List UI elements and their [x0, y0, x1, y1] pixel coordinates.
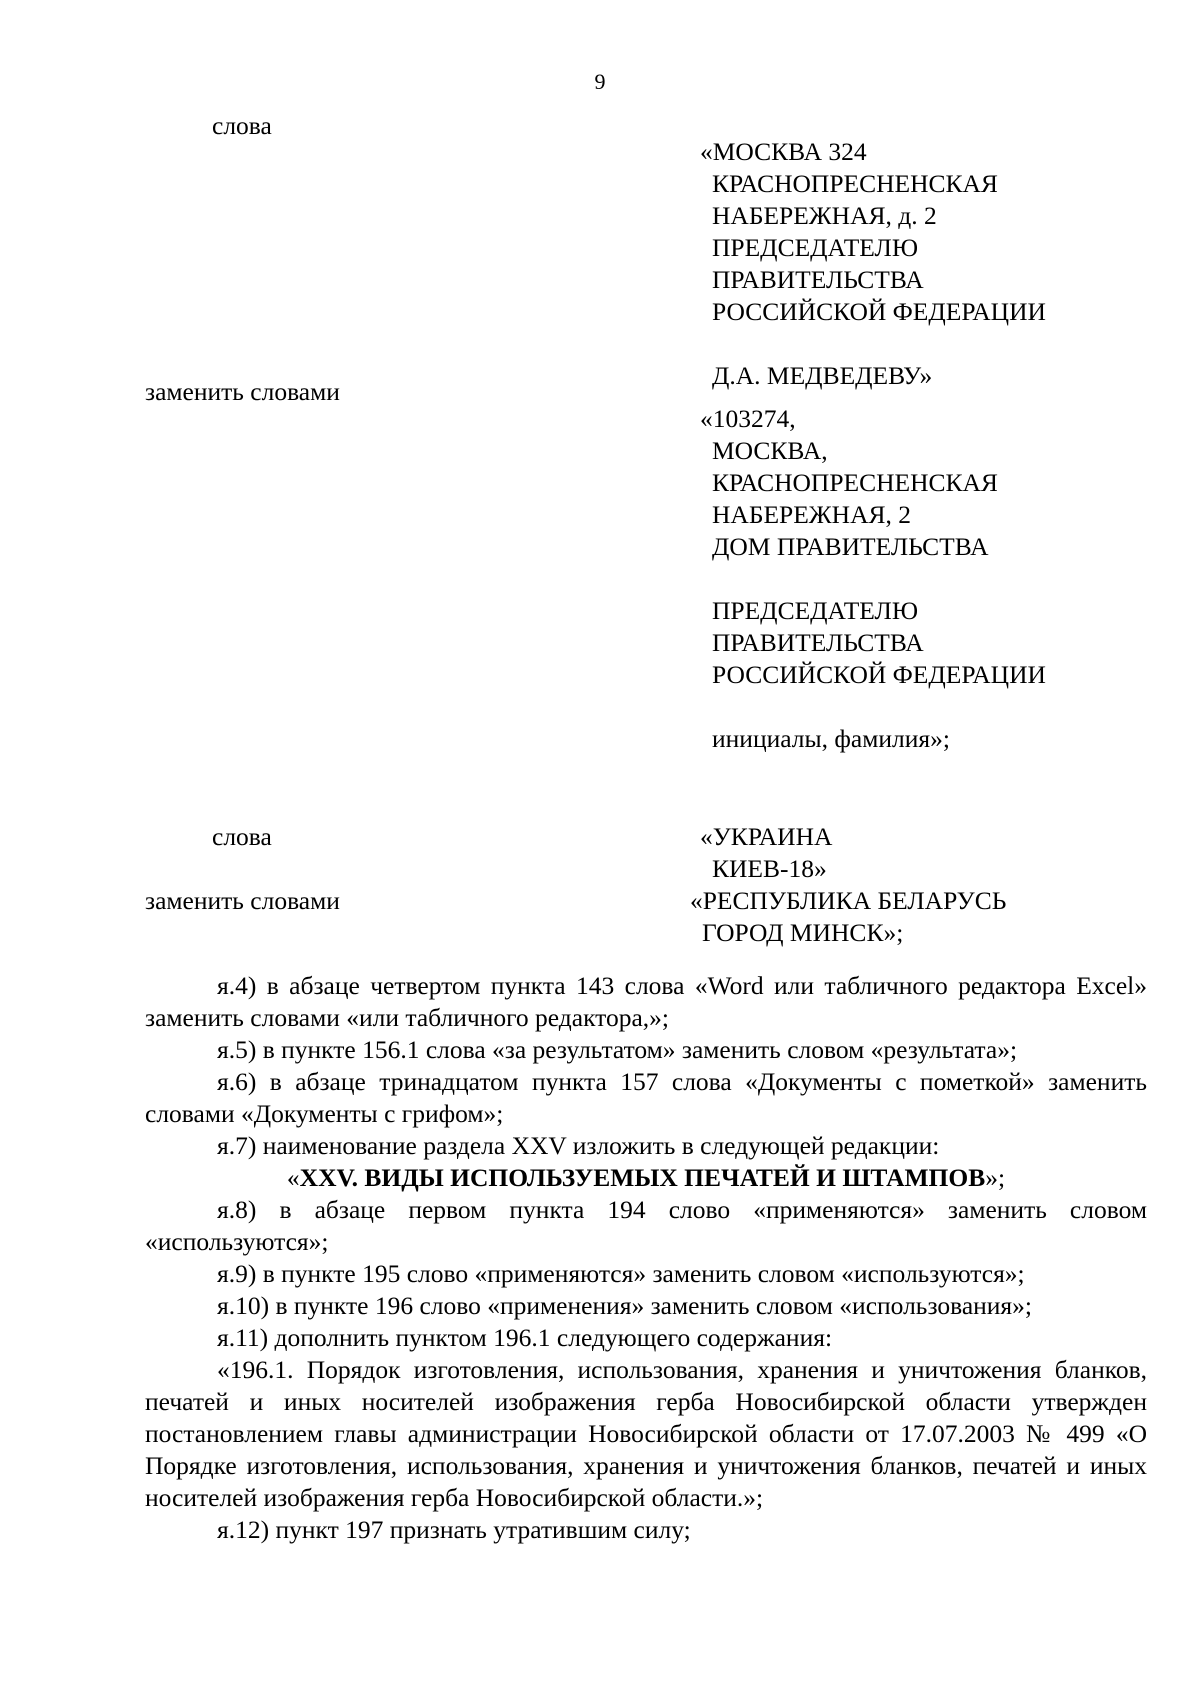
old-address-line: КРАСНОПРЕСНЕНСКАЯ	[712, 169, 998, 198]
paragraph-ya9: я.9) в пункте 195 слово «применяются» заменить словом «используются»;	[217, 1259, 1025, 1288]
label-words-2: слова	[212, 822, 272, 851]
paragraph-ya11: я.11) дополнить пунктом 196.1 следующего содержания:	[217, 1323, 833, 1352]
page-number: 9	[594, 69, 606, 94]
old-country-line: КИЕВ-18»	[712, 854, 827, 883]
new-address-line: «103274,	[700, 404, 796, 433]
new-address-line: КРАСНОПРЕСНЕНСКАЯ	[712, 468, 998, 497]
new-address-line: ПРЕДСЕДАТЕЛЮ	[712, 596, 919, 625]
old-address-line: Д.А. МЕДВЕДЕВУ»	[712, 361, 933, 390]
new-address-block	[700, 403, 1046, 755]
new-address-line: НАБЕРЕЖНАЯ, 2	[712, 500, 911, 529]
heading-text: XXV. ВИДЫ ИСПОЛЬЗУЕМЫХ ПЕЧАТЕЙ И ШТАМПОВ	[299, 1163, 986, 1192]
old-address-line: ПРЕДСЕДАТЕЛЮ	[712, 233, 919, 262]
label-words-1: слова	[212, 111, 272, 140]
amendments-body	[145, 970, 1147, 1546]
new-country-line: «РЕСПУБЛИКА БЕЛАРУСЬ	[690, 886, 1007, 915]
old-country-line: «УКРАИНА	[700, 822, 833, 851]
heading-close: »;	[985, 1163, 1006, 1192]
new-address-line: МОСКВА,	[712, 436, 828, 465]
heading-open-quote: «	[286, 1163, 300, 1192]
paragraph-196-1: «196.1. Порядок изготовления, использования, хранения и уничтожения бланков, печатей и иных носителей изображения герба Новосибирской области утвержден постановлением главы администрации Новосибирской области от 17.07.2003 № 499 «О Порядке изготовления, использования, хранения и уничтожения бланков, печатей и иных носителей изображения герба Новосибирской области.»;	[145, 1355, 1147, 1512]
paragraph-ya6: я.6) в абзаце тринадцатом пункта 157 слова «Документы с пометкой» заменить словами «Документы с грифом»;	[145, 1067, 1147, 1128]
label-replace-2: заменить словами	[145, 886, 340, 915]
old-address-line: «МОСКВА 324	[700, 137, 867, 166]
new-country-block	[690, 885, 1006, 949]
old-address-line: РОССИЙСКОЙ ФЕДЕРАЦИИ	[712, 297, 1046, 326]
new-address-line: РОССИЙСКОЙ ФЕДЕРАЦИИ	[712, 660, 1046, 689]
label-replace-1: заменить словами	[145, 377, 340, 406]
old-address-line: ПРАВИТЕЛЬСТВА	[712, 265, 924, 294]
paragraph-ya5: я.5) в пункте 156.1 слова «за результатом» заменить словом «результата»;	[217, 1035, 1018, 1064]
new-address-line: ПРАВИТЕЛЬСТВА	[712, 628, 924, 657]
old-country-block	[700, 821, 832, 885]
paragraph-ya8: я.8) в абзаце первом пункта 194 слово «применяются» заменить словом «используются»;	[145, 1195, 1147, 1256]
paragraph-ya7: я.7) наименование раздела XXV изложить в следующей редакции:	[217, 1131, 940, 1160]
old-address-block	[700, 136, 1046, 392]
new-country-line: ГОРОД МИНСК»;	[702, 918, 904, 947]
paragraph-ya4: я.4) в абзаце четвертом пункта 143 слова «Word или табличного редактора Excel» заменить словами «или табличного редактора,»;	[145, 971, 1147, 1032]
paragraph-ya10: я.10) в пункте 196 слово «применения» заменить словом «использования»;	[217, 1291, 1032, 1320]
new-address-line: ДОМ ПРАВИТЕЛЬСТВА	[712, 532, 989, 561]
section-heading	[145, 1162, 1147, 1194]
new-address-line: инициалы, фамилия»;	[712, 724, 950, 753]
old-address-line: НАБЕРЕЖНАЯ, д. 2	[712, 201, 937, 230]
paragraph-ya12: я.12) пункт 197 признать утратившим силу;	[217, 1515, 691, 1544]
